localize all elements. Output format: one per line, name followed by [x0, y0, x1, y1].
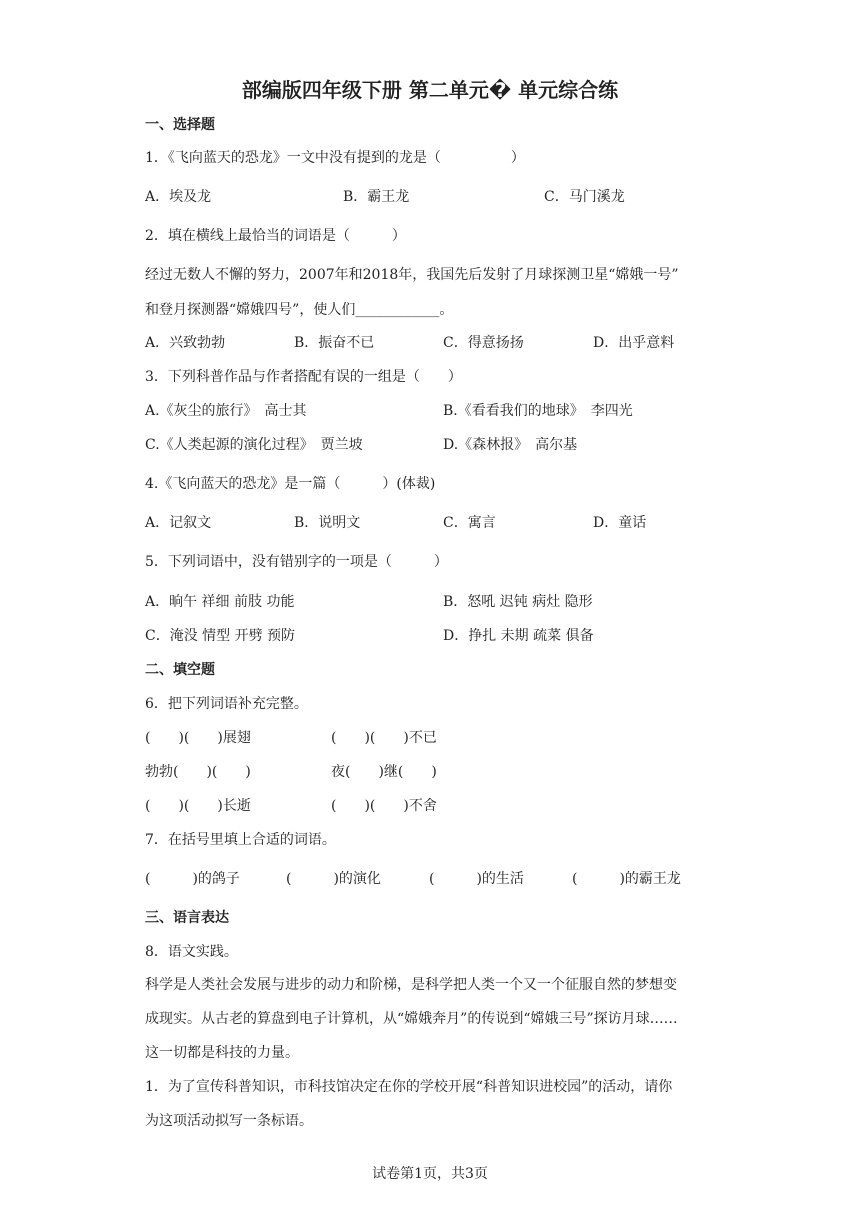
- q3-option-a: A.《灰尘的旅行》 高士其: [145, 403, 307, 419]
- section-heading-expression: 三、语言表达: [145, 910, 229, 926]
- q2-option-d: D．出乎意料: [593, 335, 675, 351]
- q6-blank-6: ( )( )不舍: [331, 798, 437, 814]
- q2-option-b: B．振奋不已: [294, 335, 375, 351]
- page-title: 部编版四年级下册 第二单元� 单元综合练: [241, 78, 619, 102]
- q4-option-a: A．记叙文: [145, 515, 212, 531]
- q8-passage-line1: 科学是人类社会发展与进步的动力和阶梯，是科学把人类一个又一个征服自然的梦想变: [145, 977, 677, 993]
- q1-option-b: B．霸王龙: [343, 189, 410, 205]
- section-heading-fill: 二、填空题: [145, 662, 215, 678]
- q1-option-c: C．马门溪龙: [544, 189, 625, 205]
- q8-stem: 8．语文实践。: [145, 944, 238, 960]
- q6-blank-4: 夜( )继( ): [331, 764, 437, 780]
- q8-subquestion-line1: 1．为了宣传科普知识，市科技馆决定在你的学校开展“科普知识进校园”的活动，请你: [145, 1079, 673, 1095]
- q5-stem: 5．下列词语中，没有错别字的一项是（ ）: [145, 554, 448, 570]
- q5-option-b: B．怒吼 迟钝 病灶 隐形: [443, 594, 593, 610]
- q2-option-a: A．兴致勃勃: [145, 335, 226, 351]
- q3-option-d: D.《森林报》 高尔基: [443, 437, 578, 453]
- q6-blank-3: 勃勃( )( ): [145, 764, 251, 780]
- q7-stem: 7．在括号里填上合适的词语。: [145, 832, 336, 848]
- q2-passage-line1: 经过无数人不懈的努力，2007年和2018年，我国先后发射了月球探测卫星“嫦娥一号”: [145, 267, 679, 283]
- q2-stem: 2．填在横线上最恰当的词语是（ ）: [145, 228, 406, 244]
- section-heading-choice: 一、选择题: [145, 117, 215, 133]
- q3-option-b: B.《看看我们的地球》 李四光: [443, 403, 633, 419]
- q6-blank-1: ( )( )展翅: [145, 730, 251, 746]
- q1-stem: 1．《飞向蓝天的恐龙》一文中没有提到的龙是（ ）: [145, 150, 525, 166]
- q1-option-a: A．埃及龙: [145, 189, 212, 205]
- q8-subquestion-line2: 为这项活动拟写一条标语。: [145, 1113, 313, 1129]
- q8-passage-line3: 这一切都是科技的力量。: [145, 1045, 299, 1061]
- q2-option-c: C．得意扬扬: [443, 335, 524, 351]
- q7-blank-b: ( )的演化: [286, 871, 381, 887]
- q6-blank-2: ( )( )不已: [331, 730, 437, 746]
- q5-option-a: A．晌午 祥细 前肢 功能: [145, 594, 295, 610]
- q4-option-d: D．童话: [593, 515, 647, 531]
- q7-blank-a: ( )的鸽子: [145, 871, 240, 887]
- q4-option-b: B．说明文: [294, 515, 361, 531]
- q6-blank-5: ( )( )长逝: [145, 798, 251, 814]
- q5-option-c: C．淹没 情型 开劈 预防: [145, 628, 296, 644]
- q8-passage-line2: 成现实。从古老的算盘到电子计算机，从“嫦娥奔月”的传说到“嫦娥三号”探访月球……: [145, 1011, 678, 1027]
- q3-stem: 3．下列科普作品与作者搭配有误的一组是（ ）: [145, 369, 462, 385]
- q2-passage-line2: 和登月探测器“嫦娥四号”，使人们____________。: [145, 302, 454, 318]
- q7-blank-d: ( )的霸王龙: [572, 871, 681, 887]
- q5-option-d: D．挣扎 未期 疏菜 俱备: [443, 628, 594, 644]
- q7-blank-c: ( )的生活: [429, 871, 524, 887]
- q3-option-c: C.《人类起源的演化过程》 贾兰坡: [145, 437, 363, 453]
- q4-option-c: C．寓言: [443, 515, 496, 531]
- q4-stem: 4.《飞向蓝天的恐龙》是一篇（ ）(体裁): [145, 476, 436, 492]
- page-footer: 试卷第1页，共3页: [372, 1166, 488, 1182]
- q6-stem: 6．把下列词语补充完整。: [145, 696, 308, 712]
